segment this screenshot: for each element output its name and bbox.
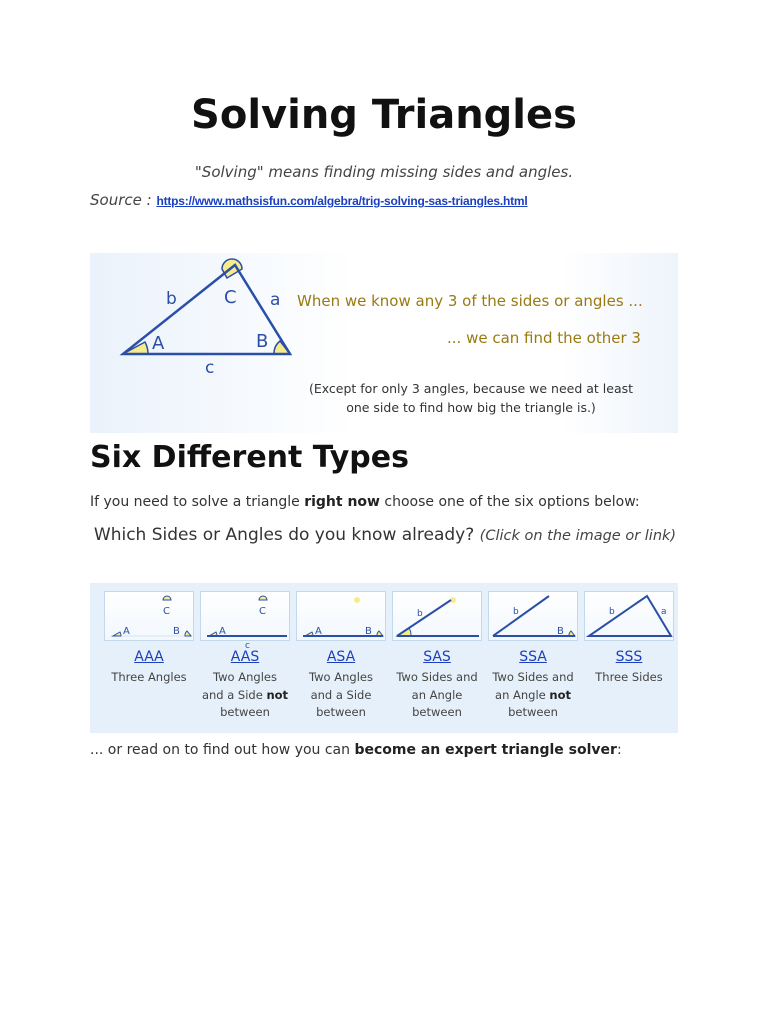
question-main: Which Sides or Angles do you know already? <box>93 525 475 545</box>
option-aaa[interactable] <box>104 591 194 721</box>
option-ssa[interactable] <box>488 591 578 721</box>
option-sas-desc: Two Sides and an Angle between <box>396 670 478 719</box>
subtitle: "Solving" means finding missing sides and angles. <box>194 163 574 181</box>
hero-note-line1: (Except for only 3 angles, because we need at least <box>308 381 634 396</box>
svg-text:B: B <box>557 626 564 637</box>
option-sas-link[interactable]: SAS <box>423 649 451 665</box>
option-ssa-link[interactable]: SSA <box>519 649 547 665</box>
hero-note <box>306 379 636 417</box>
svg-text:A: A <box>219 626 226 637</box>
outro-text <box>90 742 622 758</box>
option-asa-link[interactable]: ASA <box>326 649 356 665</box>
svg-text:b: b <box>609 607 615 617</box>
svg-text:A: A <box>123 626 130 637</box>
option-ssa-desc: Two Sides and an Angle not between <box>492 670 574 719</box>
label-c: c <box>205 358 215 378</box>
option-sas[interactable] <box>392 591 482 721</box>
asa-thumbnail[interactable] <box>296 591 386 641</box>
aaa-thumbnail[interactable] <box>104 591 194 641</box>
svg-text:b: b <box>417 609 423 619</box>
svg-text:c: c <box>245 641 250 651</box>
hero-diagram <box>90 253 678 433</box>
label-B: B <box>256 331 269 352</box>
option-aaa-desc: Three Angles <box>111 670 187 684</box>
hero-note-line2: one side to find how big the triangle is.) <box>346 400 596 415</box>
outro-before: ... or read on to find out how you can <box>90 742 355 758</box>
svg-text:B: B <box>173 626 180 637</box>
option-sss-desc: Three Sides <box>595 670 663 684</box>
hero-line1: When we know any 3 of the sides or angles ... <box>297 292 643 310</box>
option-aaa-link[interactable]: AAA <box>134 649 164 665</box>
svg-text:C: C <box>163 606 170 617</box>
option-sss[interactable] <box>584 591 674 721</box>
svg-text:a: a <box>661 607 667 617</box>
intro-before: If you need to solve a triangle <box>90 494 305 510</box>
source-label: Source : <box>90 191 152 209</box>
option-asa-desc: Two Angles and a Side between <box>309 670 373 719</box>
options-panel <box>90 583 678 733</box>
intro-bold: right now <box>304 494 380 510</box>
option-aas-link[interactable]: AAS <box>230 649 260 665</box>
question-text <box>90 520 680 551</box>
option-sss-link[interactable]: SSS <box>615 649 643 665</box>
sas-thumbnail[interactable] <box>392 591 482 641</box>
intro-text <box>90 494 640 510</box>
svg-text:B: B <box>365 626 372 637</box>
option-aas[interactable] <box>200 591 290 721</box>
sss-thumbnail[interactable] <box>584 591 674 641</box>
svg-text:A: A <box>315 626 322 637</box>
outro-after: : <box>616 742 622 758</box>
label-b: b <box>166 289 177 309</box>
hero-line2: ... we can find the other 3 <box>447 329 641 347</box>
label-a: a <box>270 290 281 310</box>
svg-text:b: b <box>513 607 519 617</box>
source-link[interactable]: https://www.mathsisfun.com/algebra/trig-solving-sas-triangles.html <box>156 194 528 208</box>
page-title: Solving Triangles <box>191 92 577 138</box>
outro-bold: become an expert triangle solver <box>354 742 617 758</box>
label-A: A <box>152 333 165 354</box>
triangle-diagram <box>90 253 300 393</box>
source-line <box>90 191 528 209</box>
option-asa[interactable] <box>296 591 386 721</box>
ssa-thumbnail[interactable] <box>488 591 578 641</box>
aas-thumbnail[interactable] <box>200 591 290 651</box>
section-heading: Six Different Types <box>90 440 409 475</box>
label-C: C <box>224 287 237 308</box>
svg-text:C: C <box>259 606 266 617</box>
question-hint: (Click on the image or link) <box>479 528 677 544</box>
option-aas-desc: Two Angles and a Side not between <box>201 670 289 719</box>
intro-after: choose one of the six options below: <box>379 494 640 510</box>
